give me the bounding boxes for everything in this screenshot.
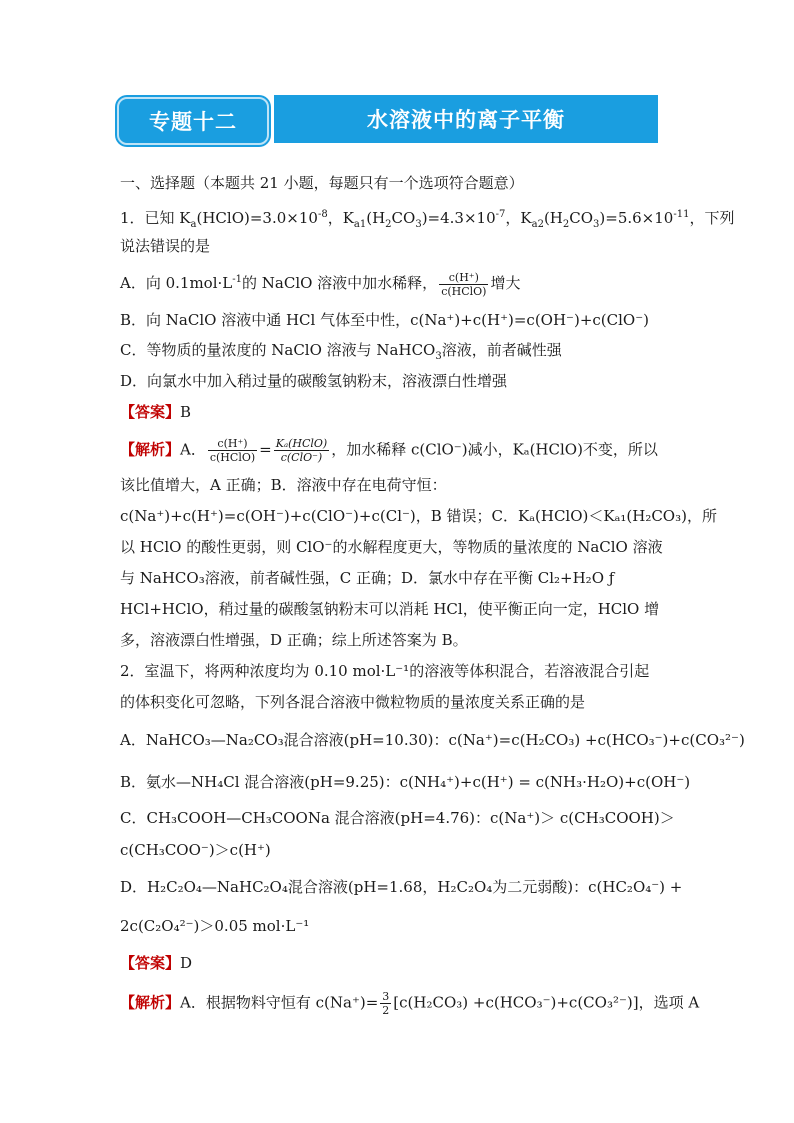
q2-option-b: B．氨水—NH₄Cl 混合溶液(pH=9.25)：c(NH₄⁺)+c(H⁺) = c(NH₃·H₂O)+c(OH⁻) [120, 773, 691, 791]
q1-option-d: D．向氯水中加入稍过量的碳酸氢钠粉末，溶液漂白性增强 [120, 372, 508, 390]
q1-explanation-line2: 该比值增大，A 正确；B．溶液中存在电荷守恒： [120, 476, 447, 494]
q1-option-b: B．向 NaClO 溶液中通 HCl 气体至中性，c(Na⁺)+c(H⁺)=c(OH⁻)+c(ClO⁻) [120, 311, 649, 329]
q1-explanation-line5: 与 NaHCO₃溶液，前者碱性强，C 正确；D．氯水中存在平衡 Cl₂+H₂O ƒ [120, 569, 615, 587]
topic-header [117, 95, 658, 145]
q2-option-c: C．CH₃COOH—CH₃COONa 混合溶液(pH=4.76)：c(Na⁺)＞ c(CH₃COOH)＞ [120, 809, 675, 827]
q2-option-c-line2: c(CH₃COO⁻)＞c(H⁺) [120, 841, 271, 859]
q1-explanation-line1: 【解析】A． $\frac{c(H^+)}{\text{c(HClO)}}$ = $\frac{\text{Kₐ(HClO)}}{\text{c(ClO⁻)}}$ ，加水稀释 c(ClO⁻)减小，Kₐ(HClO)不变，所以 [120, 437, 658, 464]
q1-explanation-line7: 多，溶液漂白性增强，D 正确；综上所述答案为 B。 [120, 631, 468, 649]
fraction: $\frac{c(H^+)}{\text{c(HClO)}}$ [441, 270, 487, 298]
q1-stem: 1．已知 $K_a(HClO)=3.0\times 10^{-8}$，$K_{a1}(H_2CO_3)=4.3\times 10^{-7}$，$K_{a2}(H_2CO_3)=5.6\times 10^{-11}$，下列 [120, 209, 735, 230]
q2-stem-line2: 的体积变化可忽略，下列各混合溶液中微粒物质的量浓度关系正确的是 [120, 693, 586, 711]
q2-explanation-line1: 【解析】A．根据物料守恒有 c(Na⁺)= $\frac{3}{2}$ [c(H₂CO₃) +c(HCO₃⁻)+c(CO₃²⁻)]，选项 A [120, 990, 700, 1017]
fraction: $\frac{3}{2}$ [382, 990, 390, 1017]
section-heading: 一、选择题（本题共 21 小题，每题只有一个选项符合题意） [120, 174, 524, 192]
topic-badge: 专题十二 [117, 97, 269, 145]
q2-answer: 【答案】D [120, 954, 193, 972]
q2-stem: 2．室温下，将两种浓度均为 0.10 mol·L⁻¹的溶液等体积混合，若溶液混合引起 [120, 662, 650, 680]
q1-explanation-line3: c(Na⁺)+c(H⁺)=c(OH⁻)+c(ClO⁻)+c(Cl⁻)，B 错误；C．Kₐ(HClO)＜Kₐ₁(H₂CO₃)，所 [120, 507, 717, 525]
fraction: $\frac{c(H^+)}{\text{c(HClO)}}$ [209, 437, 256, 464]
q1-stem-line2: 说法错误的是 [120, 237, 211, 255]
q2-option-d-line2: 2c(C₂O₄²⁻)＞0.05 mol·L⁻¹ [120, 917, 310, 935]
q2-option-d: D．H₂C₂O₄—NaHC₂O₄混合溶液(pH=1.68，H₂C₂O₄为二元弱酸)：c(HC₂O₄⁻) + [120, 878, 683, 896]
fraction: $\frac{\text{Kₐ(HClO)}}{\text{c(ClO⁻)}}$ [275, 437, 328, 464]
q2-option-a: A．NaHCO₃—Na₂CO₃混合溶液(pH=10.30)：c(Na⁺)=c(H₂CO₃) +c(HCO₃⁻)+c(CO₃²⁻) [120, 731, 745, 749]
q1-option-a: A．向 $0.1mol\cdot L^{-1}$的 NaClO 溶液中加水稀释， $\frac{c(H^+)}{\text{c(HClO)}}$ 增大 [120, 270, 521, 298]
topic-title: 水溶液中的离子平衡 [274, 95, 658, 143]
q1-option-c: C．等物质的量浓度的 NaClO 溶液与 NaHCO$_3$溶液，前者碱性强 [120, 341, 562, 362]
q1-explanation-line6: HCl+HClO，稍过量的碳酸氢钠粉末可以消耗 HCl，使平衡正向一定，HClO 增 [120, 600, 660, 618]
q1-answer: 【答案】B [120, 403, 192, 421]
q1-explanation-line4: 以 HClO 的酸性更弱，则 ClO⁻的水解程度更大，等物质的量浓度的 NaClO 溶液 [120, 538, 663, 556]
